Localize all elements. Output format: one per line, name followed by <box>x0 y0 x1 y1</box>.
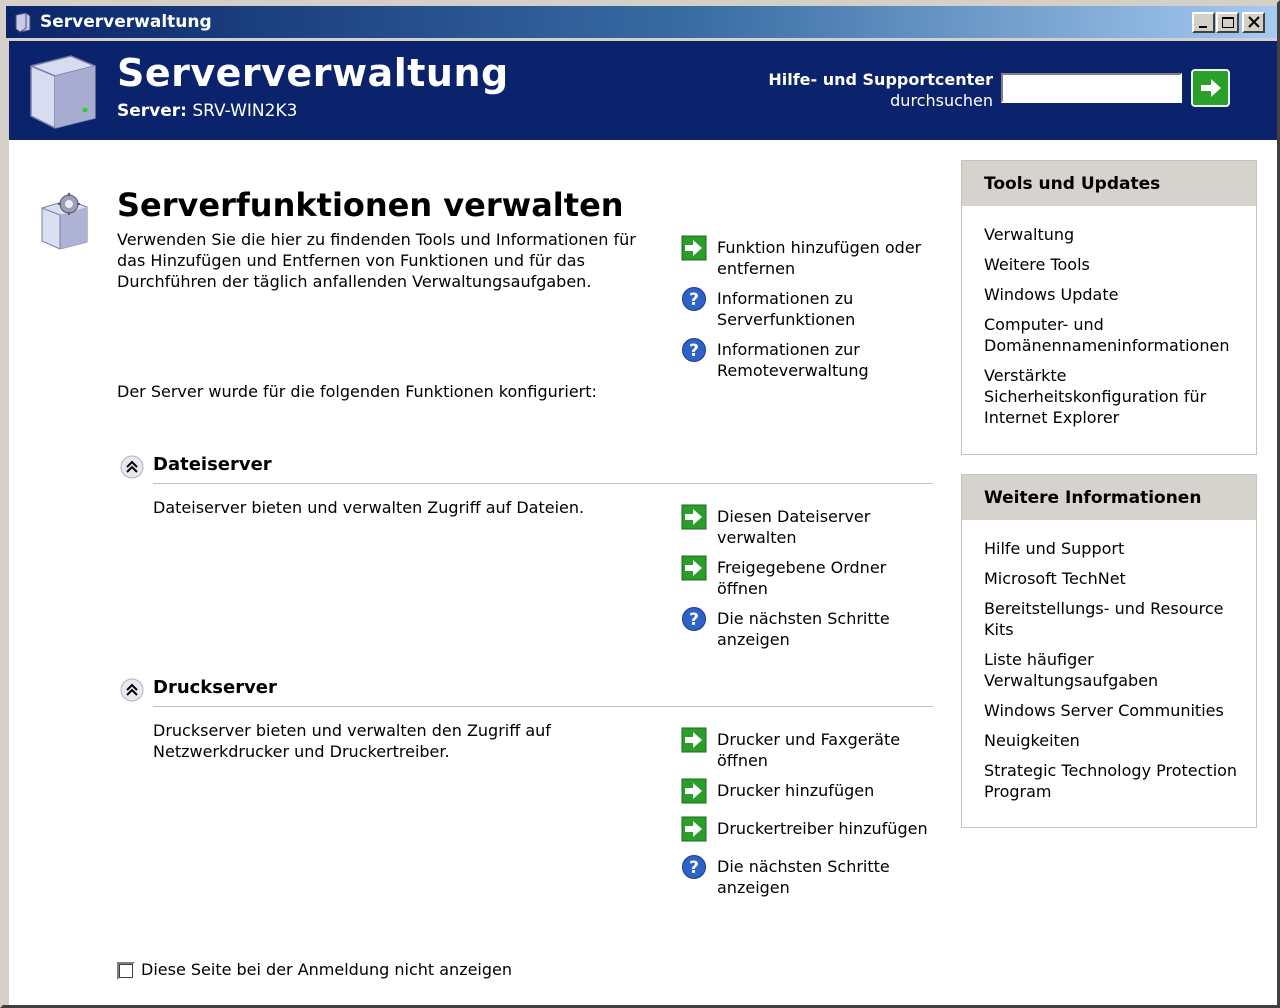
sidebar-item-technet[interactable]: Microsoft TechNet <box>984 569 1126 588</box>
server-app-icon <box>12 11 34 33</box>
link-label: Freigegebene Ordner öffnen <box>717 558 887 598</box>
window-title: Serververwaltung <box>40 12 212 32</box>
sidebar-tools-title: Tools und Updates <box>962 161 1256 206</box>
dont-show-checkbox[interactable] <box>117 962 135 980</box>
help-icon <box>681 286 707 312</box>
help-icon <box>681 854 707 880</box>
sidebar-more-info <box>961 474 1257 828</box>
link-label: Drucker hinzufügen <box>717 781 875 800</box>
sidebar-item-weitere-tools[interactable]: Weitere Tools <box>984 255 1090 274</box>
help-search-input[interactable] <box>1001 73 1182 103</box>
server-label: Server: <box>117 101 187 121</box>
sidebar-item-verwaltung[interactable]: Verwaltung <box>984 225 1075 244</box>
server-name-line <box>117 101 297 121</box>
sidebar-item-ie-security-config[interactable]: Verstärkte Sicherheitskonfiguration für Internet Explorer <box>984 366 1207 427</box>
collapse-chevron-icon[interactable] <box>119 677 145 703</box>
sidebar-item-server-communities[interactable]: Windows Server Communities <box>984 701 1224 720</box>
role-header-file-server <box>117 450 935 484</box>
link-label: Die nächsten Schritte anzeigen <box>717 609 890 649</box>
role-header-print-server <box>117 673 935 707</box>
role-title: Druckserver <box>153 677 277 698</box>
link-label: Informationen zu Serverfunktionen <box>717 289 856 329</box>
sidebar-item-resource-kits[interactable]: Bereitstellungs- und Resource Kits <box>984 599 1224 639</box>
sidebar-tools-updates <box>961 160 1257 455</box>
link-label: Funktion hinzufügen oder entfernen <box>717 238 922 278</box>
sidebar-item-common-tasks[interactable]: Liste häufiger Verwaltungsaufgaben <box>984 650 1159 690</box>
help-label-line1: Hilfe- und Supportcenter <box>768 70 993 89</box>
server-name: SRV-WIN2K3 <box>192 101 298 121</box>
section-divider <box>153 706 933 707</box>
svg-text:?: ? <box>689 341 699 361</box>
page-title: Serverfunktionen verwalten <box>117 186 624 224</box>
help-search-label <box>768 69 993 111</box>
close-icon <box>1247 16 1261 29</box>
section-divider <box>153 483 933 484</box>
collapse-chevron-icon[interactable] <box>119 454 145 480</box>
svg-text:?: ? <box>689 610 699 630</box>
sidebar-tools-list <box>962 206 1256 449</box>
role-title: Dateiserver <box>153 454 272 475</box>
svg-text:?: ? <box>689 290 699 310</box>
sidebar-info-title: Weitere Informationen <box>962 475 1256 520</box>
link-label: Die nächsten Schritte anzeigen <box>717 857 890 897</box>
page-description: Verwenden Sie die hier zu findenden Tools und Informationen für das Hinzufügen und Entfernen von Funktionen und für das Durchführen der täglich anfallenden Verwaltungsaufgaben. <box>117 230 636 291</box>
link-label: Drucker und Faxgeräte öffnen <box>717 730 901 770</box>
close-button[interactable] <box>1242 12 1265 33</box>
green-arrow-icon <box>681 235 707 261</box>
svg-text:?: ? <box>689 858 699 878</box>
link-label: Informationen zur Remoteverwaltung <box>717 340 869 380</box>
help-search-go-button[interactable] <box>1191 69 1230 107</box>
green-arrow-icon <box>681 504 707 530</box>
link-label: Druckertreiber hinzufügen <box>717 819 928 838</box>
green-arrow-icon <box>681 555 707 581</box>
configured-roles-text: Der Server wurde für die folgenden Funktionen konfiguriert: <box>117 382 597 401</box>
maximize-button[interactable] <box>1216 12 1239 33</box>
sidebar-item-computer-domain-info[interactable]: Computer- und Domänennameninformationen <box>984 315 1230 355</box>
server-icon <box>27 54 99 130</box>
link-label: Diesen Dateiserver verwalten <box>717 507 871 547</box>
green-arrow-icon <box>681 778 707 804</box>
sidebar-item-help-support[interactable]: Hilfe und Support <box>984 539 1125 558</box>
header-title: Serververwaltung <box>117 51 509 95</box>
dont-show-checkbox-label[interactable]: Diese Seite bei der Anmeldung nicht anzeigen <box>141 960 513 979</box>
help-label-line2: durchsuchen <box>890 91 993 110</box>
help-icon <box>681 606 707 632</box>
maximize-icon <box>1221 16 1235 29</box>
go-arrow-icon <box>1198 75 1224 101</box>
role-description: Druckserver bieten und verwalten den Zugriff auf Netzwerkdrucker und Druckertreiber. <box>153 721 551 761</box>
minimize-button[interactable] <box>1192 12 1215 33</box>
sidebar-info-list <box>962 520 1256 823</box>
header-banner <box>9 41 1277 140</box>
sidebar-item-windows-update[interactable]: Windows Update <box>984 285 1119 304</box>
help-icon <box>681 337 707 363</box>
sidebar-item-news[interactable]: Neuigkeiten <box>984 731 1080 750</box>
green-arrow-icon <box>681 727 707 753</box>
content-area <box>9 140 1277 1005</box>
green-arrow-icon <box>681 816 707 842</box>
role-description: Dateiserver bieten und verwalten Zugriff auf Dateien. <box>153 498 585 517</box>
sidebar-item-stpp[interactable]: Strategic Technology Protection Program <box>984 761 1238 801</box>
server-roles-icon <box>39 192 91 250</box>
minimize-icon <box>1197 16 1211 29</box>
title-bar[interactable] <box>6 6 1277 38</box>
